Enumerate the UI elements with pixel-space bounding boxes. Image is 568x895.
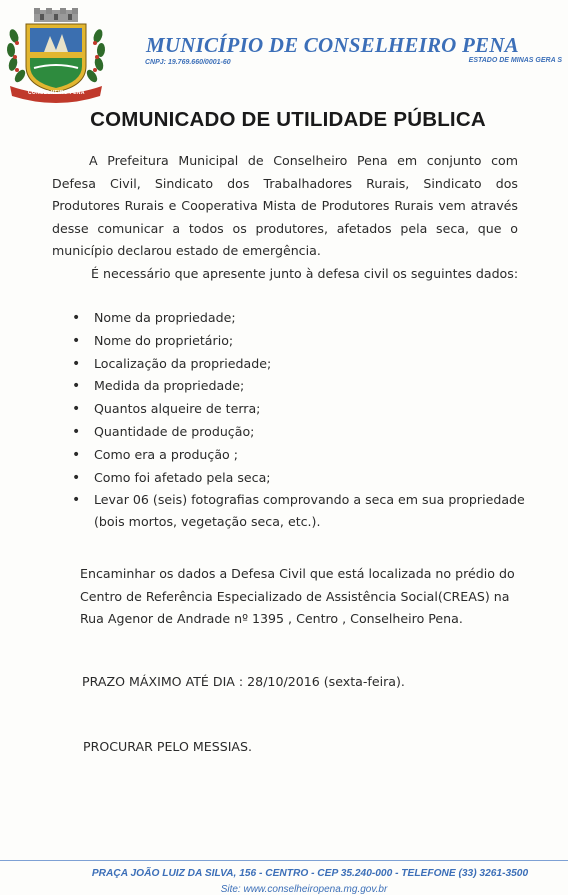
list-item: • Como era a produção ; xyxy=(68,444,538,467)
cnpj-number: CNPJ: 19.769.660/0001-60 xyxy=(145,59,231,66)
list-item: • Quantos alqueire de terra; xyxy=(68,398,538,421)
document-title: COMUNICADO DE UTILIDADE PÚBLICA xyxy=(90,108,486,131)
footer-divider xyxy=(0,860,568,861)
list-item: • Quantidade de produção; xyxy=(68,421,538,444)
requirements-list xyxy=(68,307,538,533)
state-label: ESTADO DE MINAS GERA S xyxy=(468,57,562,64)
announcement-paragraph: A Prefeitura Municipal de Conselheiro Pena em conjunto com Defesa Civil, Sindicato dos Trabalhadores Rurais, Sindicato dos Produtores Rurais e Cooperativa Mista de Produtores Rurais vem através desse comunicar a todos os produtores, afetados pela seca, que o município declarou estado de emergência. xyxy=(52,153,518,259)
footer-address: PRAÇA JOÃO LUIZ DA SILVA, 156 - CENTRO - CEP 35.240-000 - TELEFONE (33) 3261-3500 xyxy=(91,868,529,879)
bullet-icon: • xyxy=(72,310,81,326)
municipality-title: MUNICÍPIO DE CONSELHEIRO PENA xyxy=(146,33,519,57)
delivery-paragraph: Encaminhar os dados a Defesa Civil que está localizada no prédio do Centro de Referência Especializado de Assistência Social(CREAS) na Rua Agenor de Andrade nº 1395 , Centro , Conselheiro Pena. xyxy=(80,566,515,627)
list-item: • Levar 06 (seis) fotografias comprovando a seca em sua propriedade (bois mortos, vegetação seca, etc.). xyxy=(68,489,538,533)
bullet-icon: • xyxy=(72,378,81,395)
crest-banner-text: CONSELHEIRO PENA xyxy=(28,90,85,96)
list-item: • Nome do proprietário; xyxy=(68,330,538,353)
list-item: • Localização da propriedade; xyxy=(68,353,538,376)
list-item: • Nome da propriedade; xyxy=(68,307,538,330)
footer-site-link[interactable]: Site: www.conselheiropena.mg.gov.br xyxy=(220,884,388,895)
requirements-intro: É necessário que apresente junto à defesa civil os seguintes dados: xyxy=(91,266,519,281)
contact-text: PROCURAR PELO MESSIAS. xyxy=(83,739,253,754)
municipal-crest-icon xyxy=(4,6,108,104)
bullet-icon: • xyxy=(72,332,81,349)
bullet-icon: • xyxy=(72,492,81,509)
list-item: • Medida da propriedade; xyxy=(68,375,538,398)
deadline-text: PRAZO MÁXIMO ATÉ DIA : 28/10/2016 (sexta-feira). xyxy=(82,674,405,689)
list-item: • Como foi afetado pela seca; xyxy=(68,467,538,490)
bullet-icon: • xyxy=(72,401,81,418)
bullet-icon: • xyxy=(72,469,81,486)
bullet-icon: • xyxy=(72,446,81,463)
bullet-icon: • xyxy=(72,355,81,372)
bullet-icon: • xyxy=(72,423,81,440)
